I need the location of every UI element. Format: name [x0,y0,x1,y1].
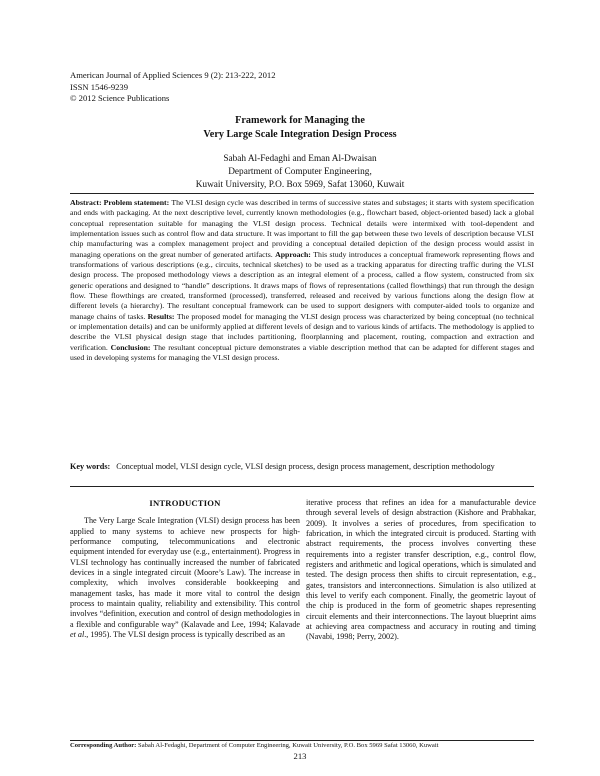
footnote-text: Sabah Al-Fedaghi, Department of Computer Engineering, Kuwait University, P.O. Box 5969 Safat 13060, Kuwait [138,742,439,749]
intro-left-tail: ., 1995). The VLSI design process is typically described as an [84,630,285,640]
author-affiliation: Kuwait University, P.O. Box 5969, Safat 13060, Kuwait [195,180,405,190]
author-block [100,153,500,192]
results-text: The proposed model for managing the VLSI design process was characterized by being conceptual (no technical or implementation details) and can be uniformly applied at different levels of design and to various kinds of artifacts. The methodology is applied to describe the VLSI physical design stage that includes partitioning, floorplanning and placement, routing, compaction and extraction and verification. [70,311,534,352]
conclusion-text: The resultant conceptual picture demonstrates a viable description method that can be adapted for different stages and used in developing systems for managing the VLSI design process. [70,342,534,363]
corresponding-author-footnote [70,740,534,750]
paper-title [100,114,500,142]
problem-statement-label: Problem statement: [103,198,172,207]
right-column [306,498,536,643]
keywords [70,461,534,472]
left-column [70,498,300,640]
intro-paragraph-left [70,516,300,640]
title-line-1: Framework for Managing the [235,115,365,126]
journal-citation: American Journal of Applied Sciences 9 (2): 213-222, 2012 [70,70,276,80]
conclusion-label: Conclusion: [110,342,154,352]
journal-info [70,70,276,105]
journal-issn: ISSN 1546-9239 [70,81,129,92]
intro-left-text: The Very Large Scale Integration (VLSI) design process has been applied to many systems to achieve new prospects for high-performance computing, telecommunications and electronic equipment intended for everyday use (e.g., entertainment). Progress in VLSI technology has continually increased the number of fabricated devices in a single integrated circuit (Moore’s Law). The increase in complexity, which involves considerable bookkeeping and management tasks, has made it more vital to control the design process to maintain quality, reliability and extensibility. This control involves “definition, execution and control of design methodologies in a flexible and configurable way” (Kalavade and Lee, 1994; Kalavade [70,516,300,629]
problem-statement-text: The VLSI design cycle was described in terms of successive states and substages; it starts with system specification and ends with packaging. At the next descriptive level, currently known methodologies (e.g., flowchart based, object-oriented based) lack a global conceptual representation suitable for managing the VLSI design process. Technical details were intermixed with tool-dependent and implementation issues such as control flow and data structure. It was important to fill the gap between these two levels of description because VLSI chip manufacturing was a complex management project and providing a conceptual detailed depiction of the design process would assist in managing operations on the great number of generated artifacts. [70,198,534,259]
abstract-label: Abstract: [70,198,104,207]
intro-left-etal: et al [70,630,85,640]
keywords-text: Conceptual model, VLSI design cycle, VLSI design process, design process management, description methodology [116,462,495,471]
keywords-divider [70,486,534,487]
footnote-label: Corresponding Author: [70,742,139,749]
abstract [70,193,534,364]
results-label: Results: [147,311,177,321]
keywords-label: Key words: [70,462,111,471]
approach-text: This study introduces a conceptual framework representing flows and transformations of various descriptions (e.g., circuits, technical sketches) to be used as a tracking apparatus for directing traffic during the VLSI design process. The proposed methodology views a description as an integral element of a process, called a flow system, constructed from six generic operations and designed to “handle” descriptions. It draws maps of flows of representations (called flowthings) that run through the design flow. These flowthings are created, transformed (processed), transferred, released and received by various functions along the design flow at different levels (a hierarchy). The resultant conceptual framework can be used to support designers with computer-aided tools to organize and manage chains of tasks. [70,249,534,321]
approach-label: Approach: [275,249,314,259]
title-line-2: Very Large Scale Integration Design Process [203,129,397,140]
author-department: Department of Computer Engineering, [228,167,372,177]
intro-paragraph-right: iterative process that refines an idea for a manufacturable device through several levels of design abstraction (Kishore and Prabhakar, 2009). It involves a series of procedures, from specification to fabrication, in which the integrated circuit is produced. Starting with abstract requirements, the process involves converting these requirements into a register transfer description, e.g., control flow, registers and arithmetic and logical operations, which is simulated and tested. The design process then shifts to circuit representation, e.g., gates, transistors and interconnections. Simulation is also utilized at this level to verify each component. Finally, the geometric layout of the chip is produced in the form of geometric shapes representing circuit elements and their interconnections. The layout blueprint aims at achieving area compactness and accuracy in routing and timing (Navabi, 1998; Perry, 2002). [306,498,536,642]
page-number: 213 [293,751,307,761]
introduction-heading: INTRODUCTION [149,498,221,508]
journal-copyright: © 2012 Science Publications [70,93,170,103]
author-names: Sabah Al-Fedaghi and Eman Al-Dwaisan [223,154,377,164]
